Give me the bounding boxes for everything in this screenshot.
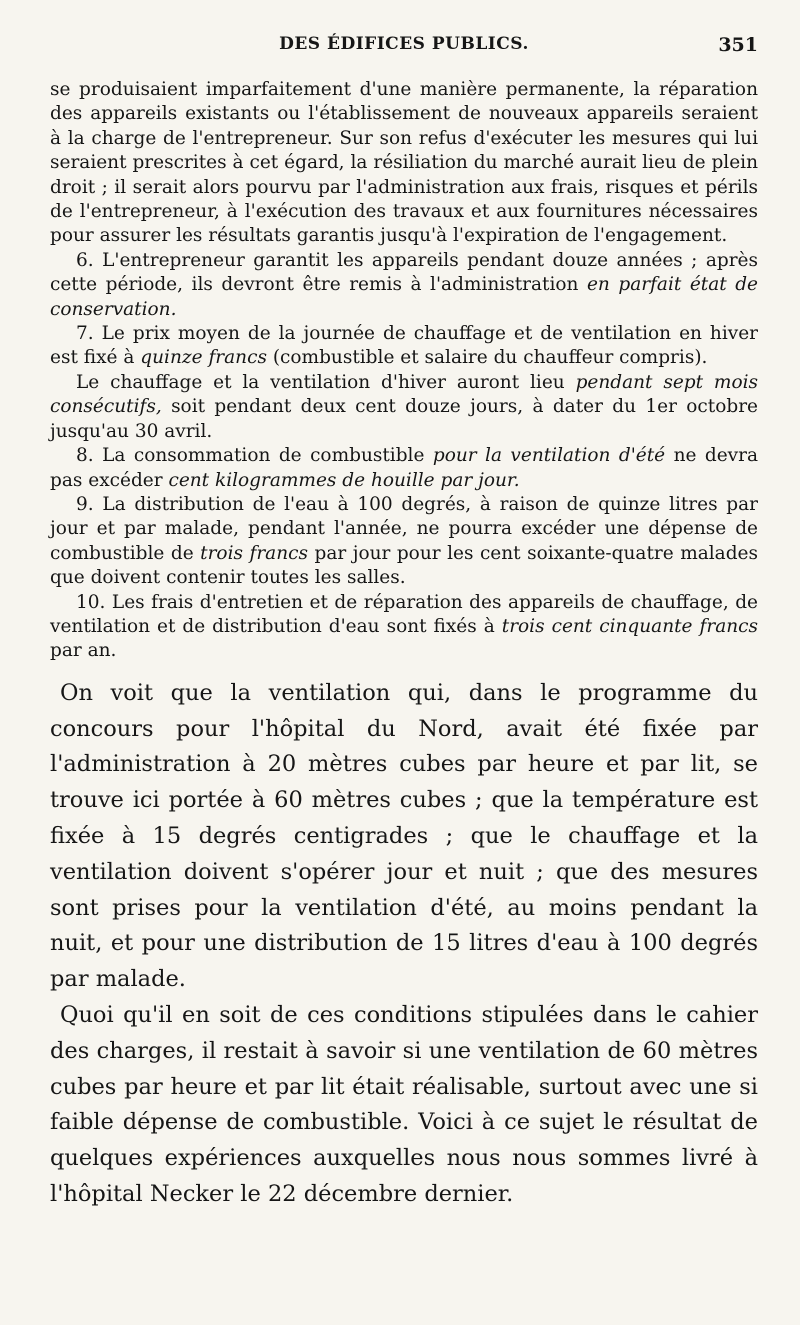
condition-8-text-middle: ne devra pas excéder xyxy=(50,445,758,491)
condition-7-heating-period xyxy=(50,371,758,444)
condition-8 xyxy=(50,444,758,493)
condition-7 xyxy=(50,322,758,371)
condition-9 xyxy=(50,493,758,591)
condition-6-emphasis: en parfait état de conservation. xyxy=(50,274,758,320)
running-head: DES ÉDIFICES PUBLICS. xyxy=(279,34,529,54)
heating-period-text-end: soit pendant deux cent douze jours, à dater du 1er octobre jusqu'au 30 avril. xyxy=(50,396,758,442)
condition-continuation-paragraph: se produisaient imparfaitement d'une manière permanente, la réparation des appareils existants ou l'établissement de nouveaux appareils seraient à la charge de l'entrepreneur. Sur son refus d'exécuter les mesures qui lui seraient prescrites à cet égard, la résiliation du marché aurait lieu de plein droit ; il serait alors pourvu par l'administration aux frais, risques et périls de l'entrepreneur, à l'exécution des travaux et aux fournitures nécessaires pour assurer les résultats garantis jusqu'à l'expiration de l'engagement. xyxy=(50,79,758,247)
condition-9-text-end: par jour pour les cent soixante-quatre malades que doivent contenir toutes les salles. xyxy=(50,542,758,589)
specification-conditions xyxy=(50,78,758,664)
condition-10-emphasis: trois cent cinquante francs xyxy=(501,615,758,637)
main-body-text xyxy=(50,676,758,1213)
heating-period-emphasis: pendant sept mois consécutifs, xyxy=(50,371,759,418)
condition-9-text: 9. La distribution de l'eau à 100 degrés, à raison de quinze litres par jour et par malade, pendant l'année, ne pourra excéder une dépense de combustible de xyxy=(50,493,758,564)
condition-7-text-end: (combustible et salaire du chauffeur compris). xyxy=(266,347,708,369)
condition-10-text-end: par an. xyxy=(50,640,117,662)
condition-8-emphasis-2: cent kilogrammes de houille par jour. xyxy=(168,469,520,491)
condition-8-text: 8. La consommation de combustible xyxy=(76,445,433,467)
condition-7-text: 7. Le prix moyen de la journée de chauffage et de ventilation en hiver est fixé à xyxy=(50,323,758,369)
condition-9-emphasis: trois francs xyxy=(200,542,308,564)
condition-6 xyxy=(50,249,758,322)
condition-6-text: 6. L'entrepreneur garantit les appareils pendant douze années ; après cette période, ils devront être remis à l'administration xyxy=(50,249,758,296)
body-paragraph-ventilation: On voit que la ventilation qui, dans le programme du concours pour l'hôpital du Nord, avait été fixée par l'administration à 20 mètres cubes par heure et par lit, se trouve ici portée à 60 mètres cubes ; que la température est fixée à 15 degrés centigrades ; que le chauffage et la ventilation doivent s'opérer jour et nuit ; que des mesures sont prises pour la ventilation d'été, au moins pendant la nuit, et pour une distribution de 15 litres d'eau à 100 degrés par malade. xyxy=(50,679,758,993)
condition-8-emphasis-1: pour la ventilation d'été xyxy=(432,445,666,467)
body-paragraph-experiments: Quoi qu'il en soit de ces conditions stipulées dans le cahier des charges, il restait à savoir si une ventilation de 60 mètres cubes par heure et par lit était réalisable, surtout avec une si faible dépense de combustible. Voici à ce sujet le résultat de quelques expériences auxquelles nous nous sommes livré à l'hôpital Necker le 22 décembre dernier. xyxy=(50,1001,758,1207)
condition-10 xyxy=(50,591,758,664)
condition-10-text: 10. Les frais d'entretien et de réparation des appareils de chauffage, de ventilation et de distribution d'eau sont fixés à xyxy=(50,591,758,637)
condition-7-emphasis: quinze francs xyxy=(140,347,267,369)
page-header xyxy=(50,34,758,64)
heating-period-text: Le chauffage et la ventilation d'hiver auront lieu xyxy=(76,371,576,393)
page-number: 351 xyxy=(718,34,758,56)
